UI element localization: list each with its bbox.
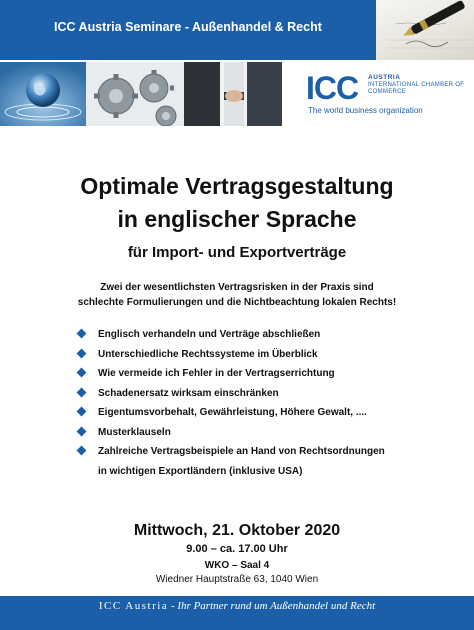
topic-text: Wie vermeide ich Fehler in der Vertragserrichtung [98,368,335,379]
footer-band [0,596,474,630]
bullet-diamond-icon [77,446,87,456]
fountain-pen-photo [376,0,474,60]
intro-text [0,280,474,310]
intro-line-2: schlechte Formulierungen und die Nichtbeachtung lokalen Rechts! [77,297,397,308]
topic-text: Unterschiedliche Rechtssysteme im Überblick [98,348,318,360]
topic-item [78,364,458,384]
topic-item [78,384,458,404]
main-title-line-2: in englischer Sprache [117,206,357,232]
subtitle: für Import- und Exportverträge [127,244,347,261]
event-time: 9.00 – ca. 17.00 Uhr [186,543,288,555]
topic-item [78,423,458,443]
footer-separator: - [168,600,178,612]
bullet-diamond-icon [77,368,87,378]
footer-brand: ICC Austria [98,600,169,612]
topic-text: Musterklauseln [98,426,171,438]
gears-photo [86,62,184,126]
topic-list [78,325,458,481]
topic-item-continuation [78,462,458,482]
topic-item [78,325,458,345]
bullet-diamond-icon [77,348,87,358]
main-title [0,170,474,236]
series-title: ICC Austria Seminare - Außenhandel & Recht [54,20,322,34]
topic-item [78,345,458,365]
icc-logo [306,70,470,120]
bullet-diamond-icon [77,407,87,417]
topic-item [78,403,458,423]
topic-text: Englisch verhandeln und Verträge abschließen [98,329,321,340]
photo-strip [0,62,282,126]
topic-text: Eigentumsvorbehalt, Gewährleistung, Höhere Gewalt, .... [98,407,367,418]
bullet-diamond-icon [77,329,87,339]
event-venue: WKO – Saal 4 [204,560,270,571]
icc-logo-letters: ICC [306,70,359,106]
intro-line-1: Zwei der wesentlichsten Vertragsrisken in der Praxis sind [100,282,374,293]
icc-logo-tagline: The world business organization [308,106,423,115]
header-band [0,0,474,60]
topic-item [78,442,458,462]
bullet-diamond-icon [77,426,87,436]
event-address: Wiedner Hauptstraße 63, 1040 Wien [155,574,319,585]
event-date: Mittwoch, 21. Oktober 2020 [133,522,341,539]
main-title-line-1: Optimale Vertragsgestaltung [80,173,394,199]
footer-text [0,600,474,612]
footer-slogan: Ihr Partner rund um Außenhandel und Recht [177,600,376,612]
topic-text: Schadenersatz wirksam einschränken [98,387,279,399]
icc-logo-org-name: INTERNATIONAL CHAMBER OF COMMERCE [368,82,465,95]
globe-water-photo [0,62,86,126]
handshake-photo [184,62,282,126]
topic-text: in wichtigen Exportländern (inklusive USA) [98,465,303,477]
icc-logo-country: AUSTRIA [368,74,401,81]
topic-text: Zahlreiche Vertragsbeispiele an Hand von Rechtsordnungen [98,446,385,457]
bullet-diamond-icon [77,387,87,397]
